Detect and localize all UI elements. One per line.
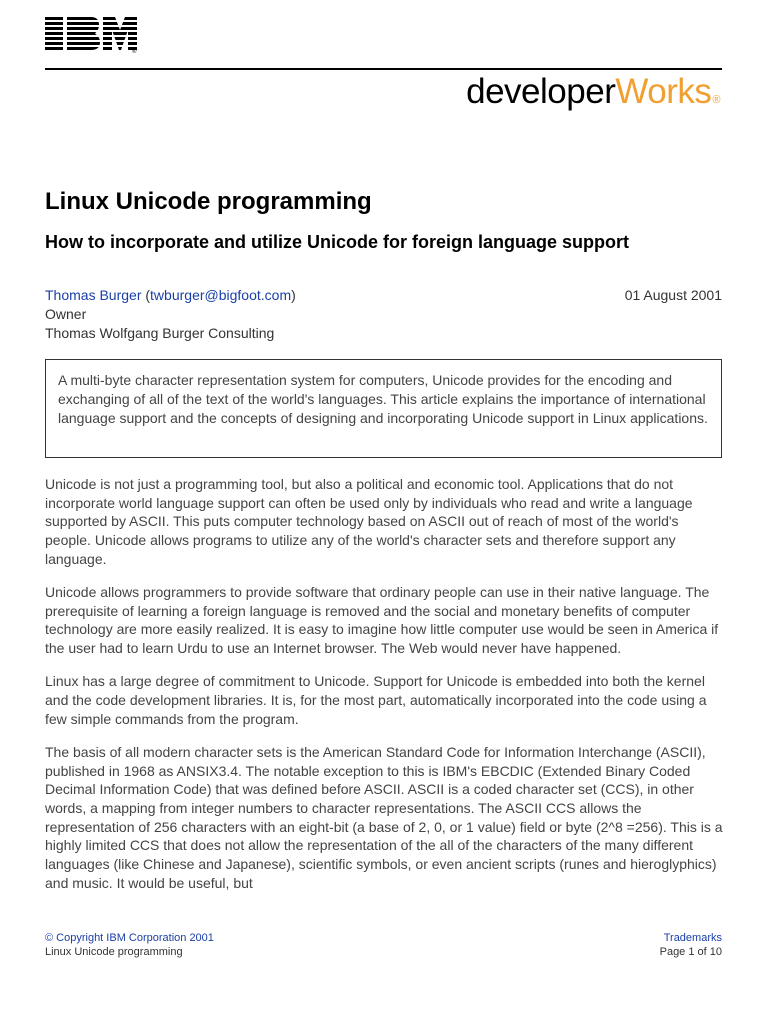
body-paragraph: Linux has a large degree of commitment to Unicode. Support for Unicode is embedded into both the kernel and the code development libraries. It is, for the most part, automatically incorporated into the code using a few simple commands from the program. (45, 673, 707, 727)
body-paragraph: The basis of all modern character sets is the American Standard Code for Information Interchange (ASCII), published in 1968 as ANSIX3.4. The notable exception to this is IBM's EBCDIC (Extended Binary Coded Decimal Information Code) that was defined before ASCII. ASCII is a coded character set (CCS), in other words, a mapping from integer numbers to character representations. The ASCII CCS allows the representation of 256 characters with an eight-bit (a base of 2, 0, or 1 value) field or byte (2^8 =256). This is a highly limited CCS that does not allow the representation of the all of the characters of the many different languages (like Chinese and Japanese), scientific symbols, or even ancient scripts (runes and hieroglyphics) and music. It would be useful, but (45, 743, 723, 891)
trademarks-link[interactable]: Trademarks (663, 932, 722, 944)
author-email-link[interactable]: twburger@bigfoot.com (150, 287, 292, 303)
article-subtitle: How to incorporate and utilize Unicode for foreign language support (45, 232, 630, 252)
article-title: Linux Unicode programming (45, 188, 372, 215)
footer-doc-title: Linux Unicode programming (45, 946, 183, 958)
ibm-logo (45, 16, 137, 54)
body-paragraph: Unicode allows programmers to provide software that ordinary people can use in their native language. The prerequisite of learning a foreign language is removed and the social and monetary benefits of computer technology are more easily realized. It is easy to imagine how little computer use would be seen in America if the user had to learn Urdu to use an Internet browser. The Web would never have happened. (45, 584, 719, 657)
header-rule (45, 68, 722, 70)
footer-left (45, 931, 214, 959)
brand-suffix: Works (615, 72, 712, 111)
page-number: Page 1 of 10 (659, 946, 722, 958)
author-block (45, 286, 296, 343)
author-name-link[interactable]: Thomas Burger (45, 287, 142, 303)
abstract-box: A multi-byte character representation system for computers, Unicode provides for the encoding and exchanging of all of the text of the world's languages. This article explains the importance of international language support and the concepts of designing and incorporating Unicode support in Linux applications. (45, 359, 722, 458)
svg-text:®: ® (132, 49, 137, 54)
body-paragraph: Unicode is not just a programming tool, but also a political and economic tool. Applications that do not incorporate world language support can often be used only by individuals who read and write a language supported by ASCII. This puts computer technology based on ASCII out of reach of most of the world's people. Unicode allows programs to utilize any of the world's character sets and therefore support any language. (45, 476, 693, 567)
author-company: Thomas Wolfgang Burger Consulting (45, 325, 275, 341)
publish-date: 01 August 2001 (624, 287, 722, 303)
article-body (45, 475, 725, 907)
author-role: Owner (45, 306, 87, 322)
footer-right (660, 931, 722, 959)
ibm-logo-graphic (45, 16, 137, 54)
brand-prefix: developer (466, 72, 616, 111)
registered-mark: ® (712, 94, 720, 106)
author-line: Thomas Burger (twburger@bigfoot.com) (45, 287, 296, 303)
developerworks-logo (466, 72, 720, 120)
copyright-link[interactable]: © Copyright IBM Corporation 2001 (45, 932, 214, 944)
